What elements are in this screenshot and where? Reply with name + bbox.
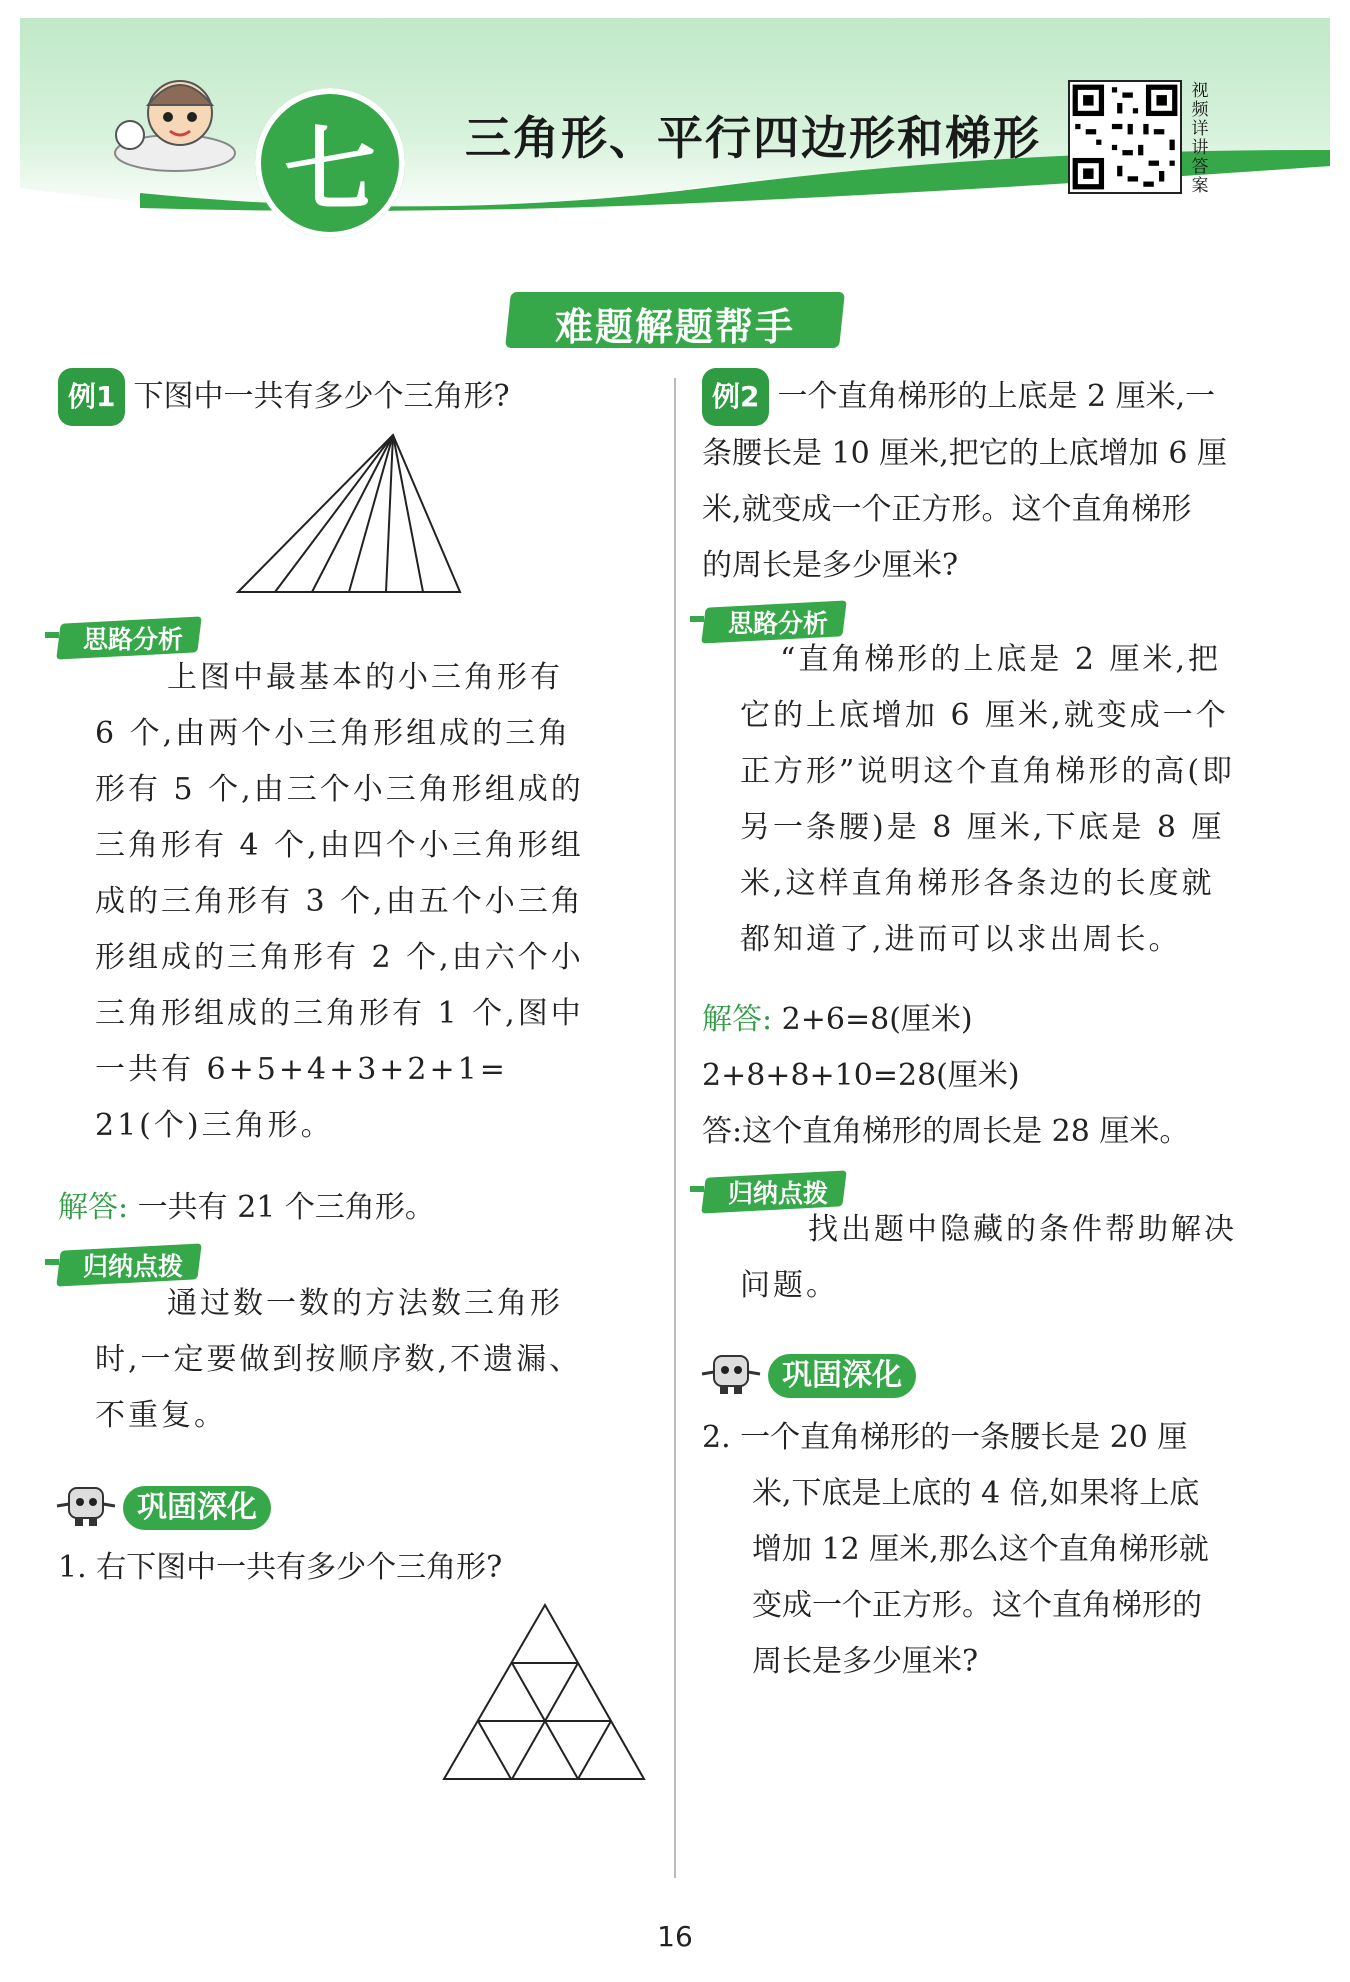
analysis-line: 上图中最基本的小三角形有 — [167, 660, 563, 695]
question-line: 条腰长是 10 厘米,把它的上底增加 6 厘 — [702, 436, 1227, 471]
analysis-line: “直角梯形的上底是 2 厘米,把 — [780, 642, 1222, 677]
analysis-line: 形组成的三角形有 2 个,由六个小 — [95, 940, 584, 975]
section-title: 难题解题帮手 — [554, 305, 795, 349]
analysis-line: 米,这样直角梯形各条边的长度就 — [740, 866, 1215, 901]
example1-question — [58, 368, 658, 426]
analysis-line: 正方形”说明这个直角梯形的高(即 — [740, 754, 1236, 789]
page-number: 16 — [657, 1920, 693, 1953]
answer-text: 一共有 21 个三角形。 — [137, 1190, 435, 1225]
column-divider — [674, 378, 676, 1878]
summary-line: 问题。 — [740, 1268, 839, 1303]
question-line: 的周长是多少厘米? — [702, 548, 959, 583]
summary-line: 时,一定要做到按顺序数,不遗漏、 — [95, 1342, 583, 1377]
analysis-line: 21(个)三角形。 — [95, 1108, 334, 1143]
consolidate-label: 巩固深化 — [768, 1354, 916, 1398]
qr-label: 视频详讲答案 — [1191, 81, 1209, 196]
chapter-title: 三角形、平行四边形和梯形 — [465, 111, 1041, 165]
question-line: 一个直角梯形的上底是 2 厘米,一 — [777, 379, 1216, 414]
example1-question-text: 下图中一共有多少个三角形? — [133, 379, 510, 414]
summary-line: 不重复。 — [95, 1398, 227, 1433]
analysis-line: 一共有 6+5+4+3+2+1= — [95, 1052, 508, 1087]
analysis-line: 三角形有 4 个,由四个小三角形组 — [95, 828, 584, 863]
example1-analysis-label: 思路分析 — [45, 618, 215, 658]
exercise2 — [702, 1410, 1302, 1690]
exercise-line: 米,下底是上底的 4 倍,如果将上底 — [752, 1476, 1200, 1511]
answer-line: 2+8+8+10=28(厘米) — [702, 1058, 1020, 1093]
example2-question — [702, 368, 1302, 594]
robot-mascot-icon — [55, 1480, 117, 1530]
analysis-line: 都知道了,进而可以求出周长。 — [740, 922, 1182, 957]
consolidate-label: 巩固深化 — [123, 1486, 271, 1530]
example2-analysis — [740, 632, 1310, 968]
example1-tag: 例1 — [58, 368, 125, 426]
exercise1: 1. 右下图中一共有多少个三角形? — [58, 1550, 503, 1585]
answer-line: 答:这个直角梯形的周长是 28 厘米。 — [702, 1114, 1190, 1149]
example2-tag: 例2 — [702, 368, 769, 426]
example1-answer — [58, 1180, 658, 1236]
right-consolidate-heading — [700, 1348, 960, 1404]
analysis-line: 形有 5 个,由三个小三角形组成的 — [95, 772, 584, 807]
summary-line: 找出题中隐藏的条件帮助解决 — [808, 1212, 1237, 1247]
chapter-number: 七 — [283, 117, 376, 224]
example2-analysis-label: 思路分析 — [690, 602, 860, 642]
section-banner — [500, 288, 850, 354]
fan-triangle-figure — [235, 432, 465, 597]
example2-summary-label: 归纳点拨 — [690, 1172, 860, 1212]
summary-line: 通过数一数的方法数三角形 — [167, 1286, 563, 1321]
analysis-line: 成的三角形有 3 个,由五个小三角 — [95, 884, 584, 919]
triangle-grid-figure — [442, 1603, 648, 1783]
example2-answer — [702, 992, 1302, 1160]
pilot-mascot-icon — [105, 65, 245, 185]
analysis-line: 6 个,由两个小三角形组成的三角 — [95, 716, 572, 751]
exercise-line: 增加 12 厘米,那么这个直角梯形就 — [752, 1532, 1209, 1567]
answer-line: 2+6=8(厘米) — [781, 1002, 973, 1037]
example1-analysis — [95, 650, 655, 1154]
example1-summary-label: 归纳点拨 — [45, 1245, 215, 1285]
chapter-number-badge — [255, 88, 405, 238]
answer-label: 解答: — [702, 1002, 773, 1037]
qr-code-icon[interactable] — [1068, 80, 1182, 194]
left-consolidate-heading — [55, 1480, 315, 1536]
analysis-line: 三角形组成的三角形有 1 个,图中 — [95, 996, 584, 1031]
example2-summary — [740, 1202, 1310, 1314]
robot-mascot-icon — [700, 1348, 762, 1398]
exercise-line: 周长是多少厘米? — [752, 1644, 979, 1679]
answer-label: 解答: — [58, 1190, 129, 1225]
analysis-line: 另一条腰)是 8 厘米,下底是 8 厘 — [740, 810, 1225, 845]
exercise-line: 2. 一个直角梯形的一条腰长是 20 厘 — [702, 1420, 1188, 1455]
example1-summary — [95, 1276, 655, 1444]
question-line: 米,就变成一个正方形。这个直角梯形 — [702, 492, 1192, 527]
analysis-line: 它的上底增加 6 厘米,就变成一个 — [740, 698, 1229, 733]
exercise-line: 变成一个正方形。这个直角梯形的 — [752, 1588, 1202, 1623]
